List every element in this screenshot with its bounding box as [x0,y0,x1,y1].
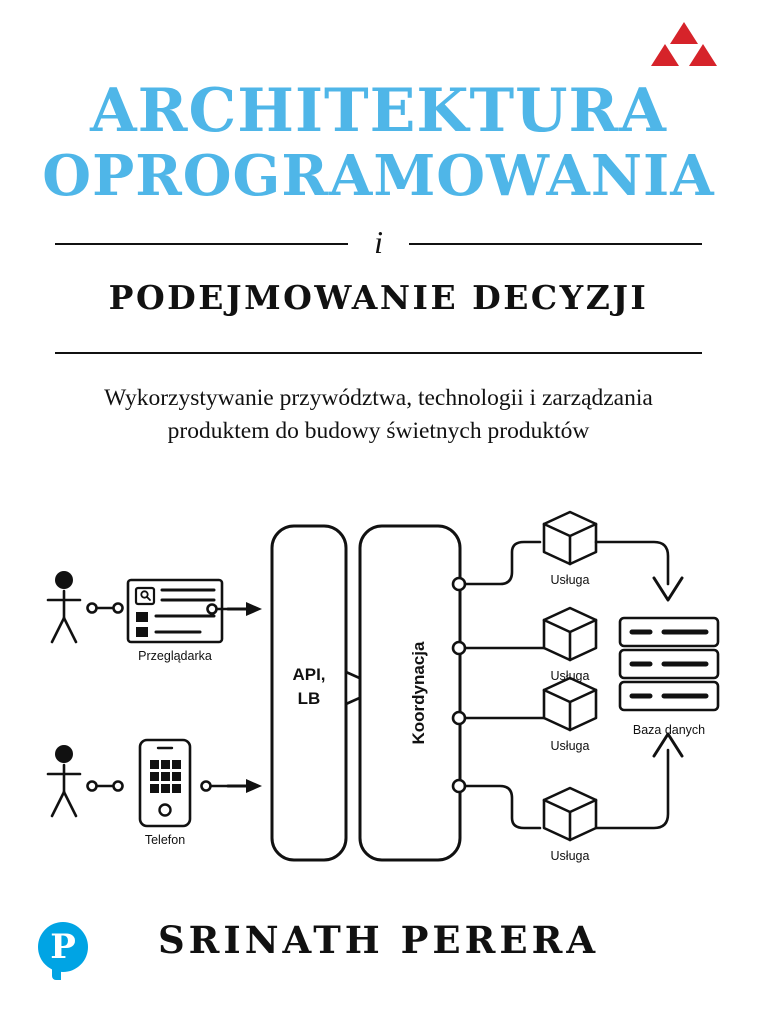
main-title-line-1: ARCHITEKTURA [90,76,667,146]
rule-left [55,243,348,245]
label-service-1: Usługa [550,573,590,587]
conjunction-word: i [374,224,383,260]
service-cube-4 [544,788,596,840]
architecture-diagram [0,508,757,888]
label-api-lb-1: API, [292,665,326,684]
main-title-line-2: OPROGRAMOWANIA [42,143,715,210]
label-api-lb-2: LB [297,689,321,708]
label-service-3: Usługa [550,739,590,753]
rule-right [409,243,702,245]
author-name: SRINATH PERERA [157,918,600,962]
label-service-2: Usługa [550,669,590,683]
label-phone: Telefon [144,833,186,847]
user-icon-browser [48,571,80,642]
service-cube-1 [544,512,596,564]
service-cube-3 [544,678,596,730]
database-icon [620,618,718,710]
user-icon-phone [48,745,80,816]
label-service-4: Usługa [550,849,590,863]
phone-icon [140,740,190,826]
pearson-logo-letter: P [50,927,76,967]
helion-logo-icon [651,22,717,66]
label-coordination: Koordynacja [409,641,428,745]
label-database: Baza danych [632,723,706,737]
cover-description: Wykorzystywanie przywództwa, technologii i zarządzania produktem do budowy świetnych produktów [104,385,653,445]
main-title [0,78,757,208]
sub-headline: PODEJMOWANIE DECYZJI [108,278,649,317]
conjunction-row [55,224,702,260]
rule-under-subheadline [55,352,702,354]
service-cube-2 [544,608,596,660]
title-block [0,78,757,208]
label-browser: Przeglądarka [138,649,212,663]
